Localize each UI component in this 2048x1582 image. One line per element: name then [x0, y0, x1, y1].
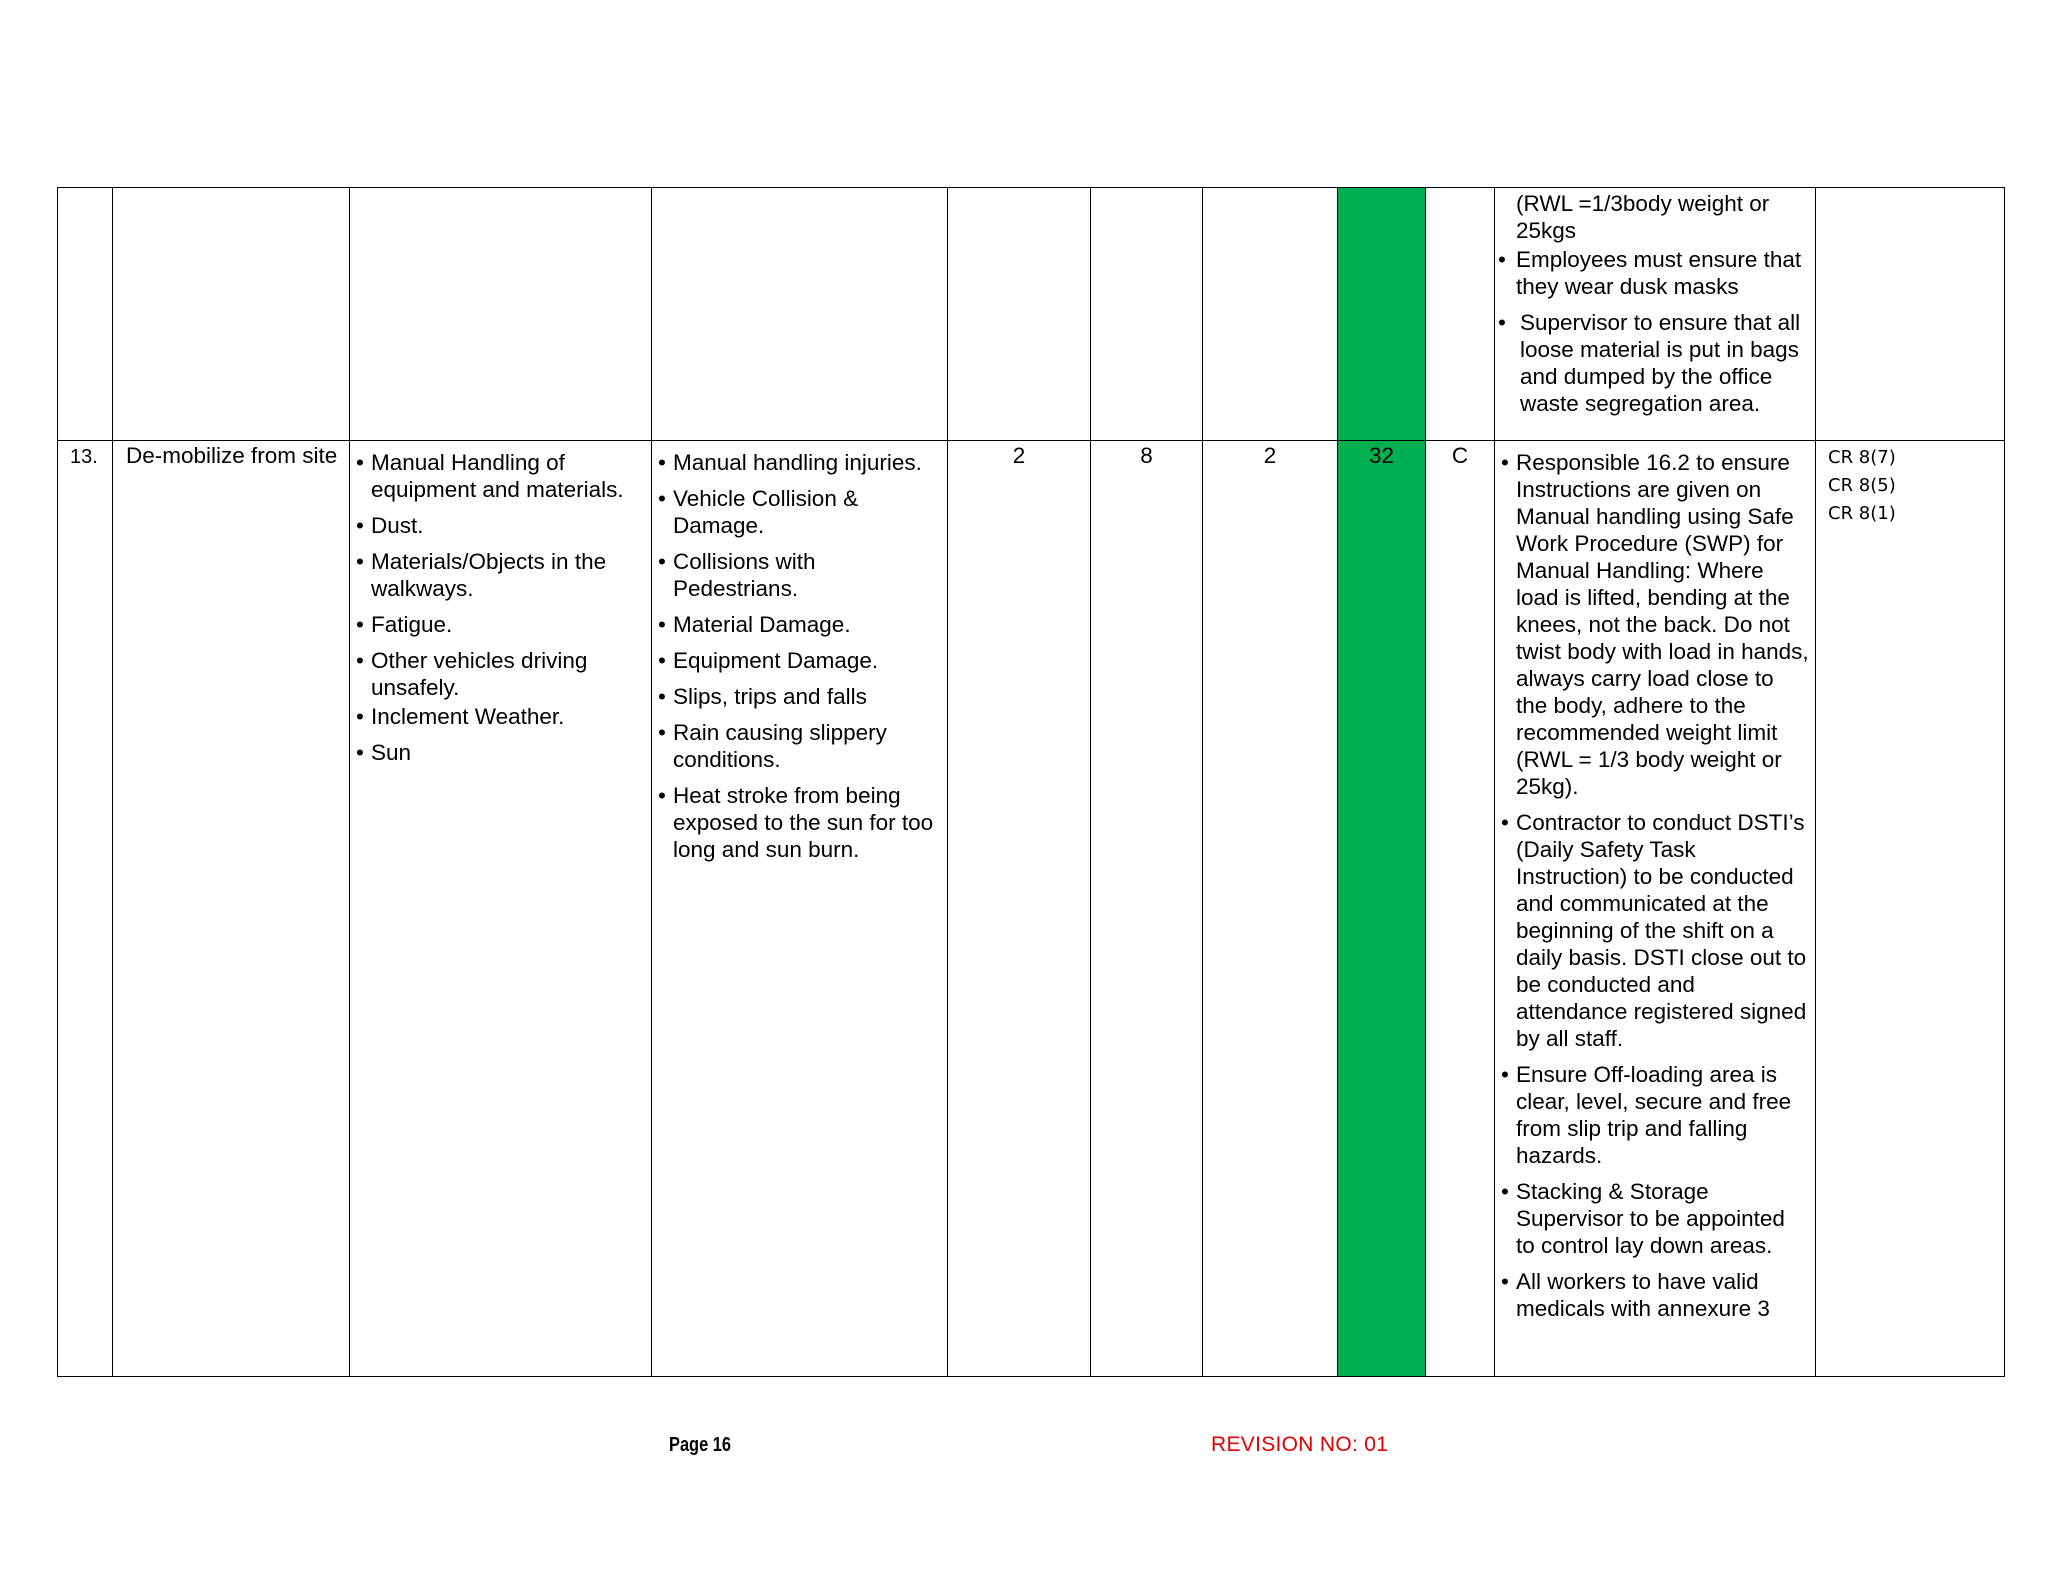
risk-rating: 32: [1338, 441, 1426, 1377]
legal-ref: CR 8(7): [1828, 447, 1896, 468]
list-item: • All workers to have valid medicals with annexure 3: [1501, 1268, 1809, 1322]
risk-assessment-table: [57, 187, 2005, 1377]
score-b-cell: [1091, 188, 1203, 441]
score-c: 2: [1203, 441, 1338, 1377]
list-item: • Fatigue.: [356, 611, 647, 638]
list-item: • Collisions with Pedestrians.: [658, 548, 943, 602]
list-item: • Stacking & Storage Supervisor to be appointed to control lay down areas.: [1501, 1178, 1809, 1259]
score-a: 2: [948, 441, 1091, 1377]
hazards-cell: [350, 188, 652, 441]
controls-continued-line: 25kgs: [1516, 218, 1577, 243]
controls-cell: [1495, 188, 1816, 441]
hazards-cell: [350, 441, 652, 1377]
list-item: • Materials/Objects in the walkways.: [356, 548, 647, 602]
table-row: [58, 441, 2005, 1377]
risk-class: C: [1426, 441, 1495, 1377]
consequences-cell: [652, 188, 948, 441]
legal-ref-cell: [1816, 441, 2005, 1377]
list-item: • Responsible 16.2 to ensure Instructions are given on Manual handling using Safe Work Procedure (SWP) for Manual Handling: Where load is lifted, bending at the knees, not the back. Do not twist body with load in hands, always carry load close to the body, adhere to the recommended weight limit (RWL = 1/3 body weight or 25kg).: [1501, 449, 1809, 800]
consequences-cell: [652, 441, 948, 1377]
list-item: • Inclement Weather.: [356, 703, 647, 730]
score-b: 8: [1091, 441, 1203, 1377]
list-item: • Other vehicles driving unsafely.: [356, 647, 647, 701]
list-item: • Supervisor to ensure that all loose material is put in bags and dumped by the office waste segregation area.: [1498, 309, 1809, 417]
controls-continued-line: (RWL =1/3body weight or: [1516, 191, 1770, 216]
number-cell: [58, 188, 113, 441]
score-a-cell: [948, 188, 1091, 441]
list-item: • Vehicle Collision & Damage.: [658, 485, 943, 539]
list-item: • Manual handling injuries.: [658, 449, 943, 476]
activity-text: De-mobilize from site: [113, 441, 350, 1377]
score-c-cell: [1203, 188, 1338, 441]
list-item: • Contractor to conduct DSTI’s (Daily Safety Task Instruction) to be conducted and communicated at the beginning of the shift on a daily basis. DSTI close out to be conducted and attendance registered signed by all staff.: [1501, 809, 1809, 1052]
list-item: • Rain causing slippery conditions.: [658, 719, 943, 773]
risk-class-cell: [1426, 188, 1495, 441]
legal-ref-cell: [1816, 188, 2005, 441]
list-item: • Dust.: [356, 512, 647, 539]
legal-ref: CR 8(5): [1828, 475, 1896, 496]
list-item: • Material Damage.: [658, 611, 943, 638]
activity-cell: [113, 188, 350, 441]
table-row-continued: [58, 188, 2005, 441]
list-item: • Slips, trips and falls: [658, 683, 943, 710]
revision-number: REVISION NO: 01: [1211, 1433, 1389, 1456]
controls-cell: [1495, 441, 1816, 1377]
list-item: • Employees must ensure that they wear dusk masks: [1498, 246, 1809, 300]
page-number: Page 16: [669, 1434, 731, 1456]
row-number: 13.: [58, 441, 113, 1377]
list-item: • Heat stroke from being exposed to the sun for too long and sun burn.: [658, 782, 943, 863]
legal-ref: CR 8(1): [1828, 503, 1896, 524]
list-item: • Manual Handling of equipment and materials.: [356, 449, 647, 503]
list-item: • Ensure Off-loading area is clear, level, secure and free from slip trip and falling hazards.: [1501, 1061, 1809, 1169]
risk-rating-cell: [1338, 188, 1426, 441]
list-item: • Equipment Damage.: [658, 647, 943, 674]
list-item: • Sun: [356, 739, 647, 766]
